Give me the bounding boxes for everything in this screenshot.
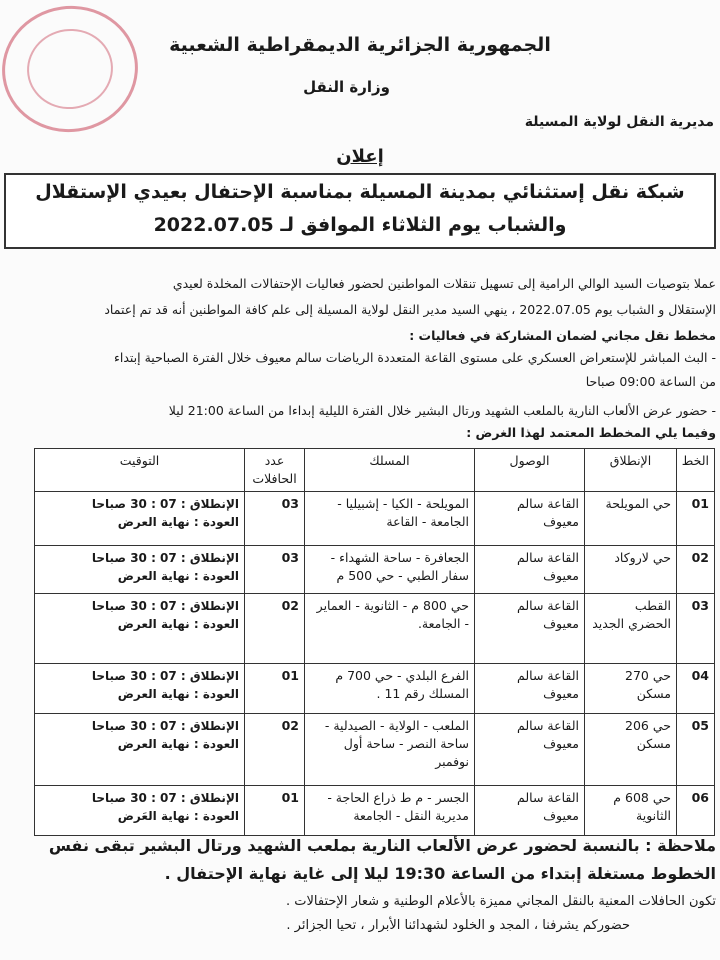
timing-return: العودة : نهاية العرض: [117, 515, 239, 529]
routes-table: [34, 448, 715, 836]
cell-buses: 02: [245, 594, 305, 664]
timing-return: العودة : نهاية العَرض: [117, 809, 239, 823]
timing-start: الإنطلاق : 07 : 30 صباحا: [91, 669, 239, 683]
table-row: [35, 714, 715, 786]
body-paragraph-1: عملا بتوصيات السيد الوالي الرامية إلى تسهيل تنقلات المواطنين لحضور فعاليات الإحتفالات المخلدة لعيدي: [172, 276, 716, 291]
cell-timing: [35, 492, 245, 546]
cell-route: حي 800 م - الثانوية - العماير - الجامعة.: [305, 594, 475, 664]
header-route: المسلك: [305, 449, 475, 492]
cell-line: 06: [677, 786, 715, 836]
cell-route: الفرع البلدي - حي 700 م المسلك رقم 11 .: [305, 664, 475, 714]
body-paragraph-6: - حضور عرض الألعاب النارية بالملعب الشهيد ورتال البشير خلال الفترة الليلية إبداءا من الساعة 21:00 ليلا: [168, 403, 716, 418]
table-header-row: [35, 449, 715, 492]
cell-buses: 03: [245, 546, 305, 594]
cell-timing: [35, 714, 245, 786]
cell-timing: [35, 594, 245, 664]
title-line-2: والشباب يوم الثلاثاء الموافق لـ 2022.07.05: [153, 214, 567, 236]
cell-departure: حي 608 م الثانوية: [585, 786, 677, 836]
directorate-heading: مديرية النقل لولاية المسيلة: [524, 114, 714, 130]
official-stamp-icon: [0, 0, 146, 141]
cell-departure: حي لاروكاد: [585, 546, 677, 594]
cell-buses: 01: [245, 786, 305, 836]
cell-arrival: القاعة سالم معيوف: [475, 546, 585, 594]
footer-note-1: ملاحظة : بالنسبة لحضور عرض الألعاب النارية بملعب الشهيد ورتال البشير تبقى نفس: [48, 836, 716, 855]
timing-return: العودة : نهاية العرض: [117, 737, 239, 751]
timing-start: الإنطلاق : 07 : 30 صباحا: [91, 497, 239, 511]
table-row: [35, 492, 715, 546]
table-row: [35, 594, 715, 664]
cell-line: 01: [677, 492, 715, 546]
header-arrival: الوصول: [475, 449, 585, 492]
cell-arrival: القاعة سالم معيوف: [475, 594, 585, 664]
body-paragraph-5: من الساعة 09:00 صباحا: [585, 374, 716, 389]
cell-arrival: القاعة سالم معيوف: [475, 492, 585, 546]
cell-route: المويلحة - الكيا - إشبيليا - الجامعة - القاعة: [305, 492, 475, 546]
announcement-heading: إعلان: [336, 146, 384, 167]
header-line: الخط: [677, 449, 715, 492]
body-paragraph-7: وفيما يلي المخطط المعتمد لهذا الغرض :: [466, 425, 716, 440]
cell-line: 02: [677, 546, 715, 594]
cell-line: 05: [677, 714, 715, 786]
cell-arrival: القاعة سالم معيوف: [475, 664, 585, 714]
cell-arrival: القاعة سالم معيوف: [475, 786, 585, 836]
footer-note-2: الخطوط مستغلة إبتداء من الساعة 19:30 ليلا إلى غاية نهاية الإحتفال .: [164, 864, 716, 883]
timing-start: الإنطلاق : 07 : 30 صباحا: [91, 551, 239, 565]
title-line-1: شبكة نقل إستثنائي بمدينة المسيلة بمناسبة الإحتفال بعيدي الإستقلال: [35, 181, 685, 203]
republic-heading: الجمهورية الجزائرية الديمقراطية الشعبية: [169, 34, 551, 56]
timing-start: الإنطلاق : 07 : 30 صباحا: [91, 719, 239, 733]
cell-arrival: القاعة سالم معيوف: [475, 714, 585, 786]
cell-route: الملعب - الولاية - الصيدلية - ساحة النصر - ساحة أول نوفمبر: [305, 714, 475, 786]
cell-departure: حي 270 مسكن: [585, 664, 677, 714]
cell-timing: [35, 786, 245, 836]
body-paragraph-3: مخطط نقل مجاني لضمان المشاركة في فعاليات :: [409, 328, 716, 343]
timing-return: العودة : نهاية العرض: [117, 687, 239, 701]
cell-buses: 02: [245, 714, 305, 786]
timing-start: الإنطلاق : 07 : 30 صباحا: [91, 791, 239, 805]
timing-return: العودة : نهاية العرض: [117, 569, 239, 583]
cell-departure: حي 206 مسكن: [585, 714, 677, 786]
cell-line: 03: [677, 594, 715, 664]
table-row: [35, 786, 715, 836]
cell-buses: 03: [245, 492, 305, 546]
cell-departure: القطب الحضري الجديد: [585, 594, 677, 664]
cell-timing: [35, 664, 245, 714]
title-box: [4, 173, 716, 249]
ministry-heading: وزارة النقل: [303, 78, 390, 96]
cell-route: الجعافرة - ساحة الشهداء - سفار الطبي - حي 500 م: [305, 546, 475, 594]
footer-note-3: تكون الحافلات المعنية بالنقل المجاني مميزة بالأعلام الوطنية و شعار الإحتفالات .: [286, 894, 716, 909]
header-timing: التوقيت: [35, 449, 245, 492]
timing-return: العودة : نهاية العرض: [117, 617, 239, 631]
cell-buses: 01: [245, 664, 305, 714]
cell-line: 04: [677, 664, 715, 714]
cell-route: الجسر - م ط ذراع الحاجة - مديرية النقل - الجامعة: [305, 786, 475, 836]
footer-note-4: حضوركم يشرفنا ، المجد و الخلود لشهدائنا الأبرار ، تحيا الجزائر .: [286, 918, 630, 933]
cell-departure: حي المويلحة: [585, 492, 677, 546]
header-departure: الإنطلاق: [585, 449, 677, 492]
body-paragraph-2: الإستقلال و الشباب يوم 2022.07.05 ، ينهي السيد مدير النقل لولاية المسيلة إلى علم كافة المواطنين أنه قد تم إعتماد: [104, 302, 716, 317]
table-row: [35, 546, 715, 594]
timing-start: الإنطلاق : 07 : 30 صباحا: [91, 599, 239, 613]
cell-timing: [35, 546, 245, 594]
header-buses: عدد الحافلات: [245, 449, 305, 492]
body-paragraph-4: - البث المباشر للإستعراض العسكري على مستوى القاعة المتعددة الرياضات سالم معيوف خلال الفترة الصباحية إبتداء: [113, 350, 716, 365]
table-row: [35, 664, 715, 714]
